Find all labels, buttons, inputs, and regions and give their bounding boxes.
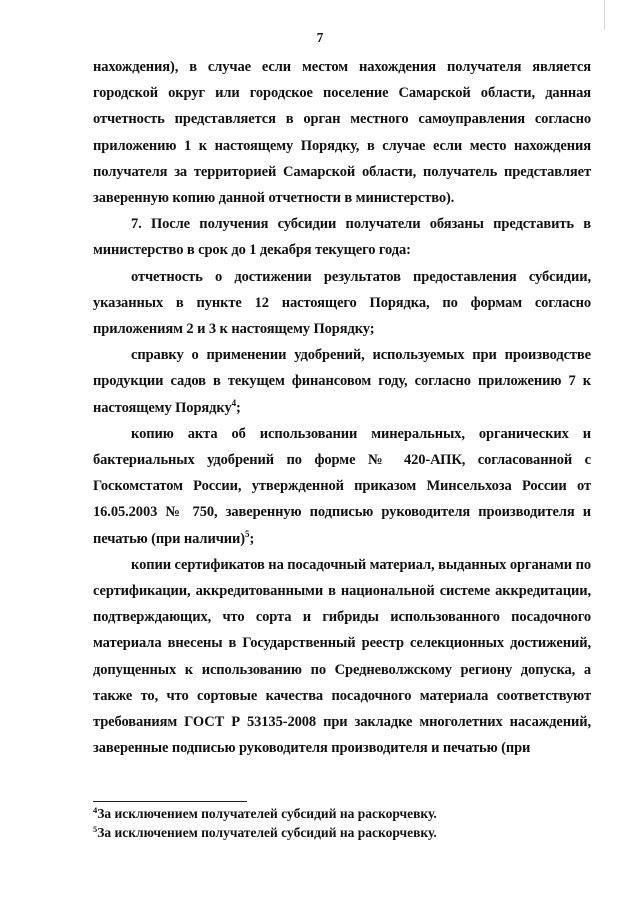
footnote-4 — [93, 805, 593, 824]
page-number: 7 — [316, 30, 324, 45]
paragraph-report — [93, 264, 591, 343]
paragraph-text: копии сертификатов на посадочный материал, выданных органами по сертификации, аккредитованными в национальной системе аккредитации, подтверждающих, что сорта и гибриды использованного посадочного материала внесены в Государственный реестр селекционных достижений, допущенных к использованию по Средневолжскому региону допуска, а также то, что сортовые качества посадочного материала соответствуют требованиям ГОСТ Р 53135-2008 при закладке многолетних насаждений, заверенные подписью руководителя производителя и печатью (при — [93, 556, 591, 757]
paragraph-text: копию акта об использовании минеральных, органических и бактериальных удобрений по форме № 420-АПК, согласованной с Госкомстатом России, утвержденной приказом Минсельхоза России от 16.05.2003 № 750, заверенную подписью руководителя производителя и печатью (при наличии) — [93, 425, 591, 547]
footnote-reference: 5 — [245, 528, 250, 539]
paragraph-tail: ; — [249, 530, 255, 547]
footnote-mark: 5 — [93, 823, 98, 834]
paragraph-act-copy — [93, 421, 591, 552]
paragraph-text: нахождения), в случае если местом нахождения получателя является городской округ или городское поселение Самарской области, данная отчетность представляется в орган местного самоуправления согласно приложению 1 к настоящему Порядку, в случае если место нахождения получателя за территорией Самарской области, получатель представляет заверенную копию данной отчетности в министерство). — [93, 59, 591, 207]
paragraph-1 — [93, 54, 591, 211]
paragraph-tail: ; — [236, 399, 241, 416]
footnote-reference: 4 — [231, 397, 236, 408]
footnote-text: За исключением получателей субсидий на раскорчевку. — [97, 806, 437, 821]
footnote-separator — [93, 801, 247, 802]
paragraph-fertilizer-certificate — [93, 342, 591, 421]
scan-edge-mark — [604, 0, 611, 30]
paragraph-text: 7. После получения субсидии получатели обязаны представить в министерство в срок до 1 декабря текущего года: — [93, 216, 591, 259]
paragraph-text: отчетность о достижении результатов предоставления субсидии, указанных в пункте 12 настоящего Порядка, по формам согласно приложениям 2 и 3 к настоящему Порядку; — [93, 268, 591, 338]
footnote-text: За исключением получателей субсидий на раскорчевку. — [97, 824, 437, 840]
paragraph-item-7 — [93, 211, 591, 263]
footnote-5 — [93, 824, 593, 843]
paragraph-planting-certificates — [93, 552, 591, 762]
footnote-mark: 4 — [93, 805, 98, 815]
body-text — [93, 54, 591, 761]
footnotes — [93, 805, 593, 842]
paragraph-text: справку о применении удобрений, используемых при производстве продукции садов в текущем финансовом году, согласно приложению 7 к настоящему Порядку — [93, 347, 591, 416]
